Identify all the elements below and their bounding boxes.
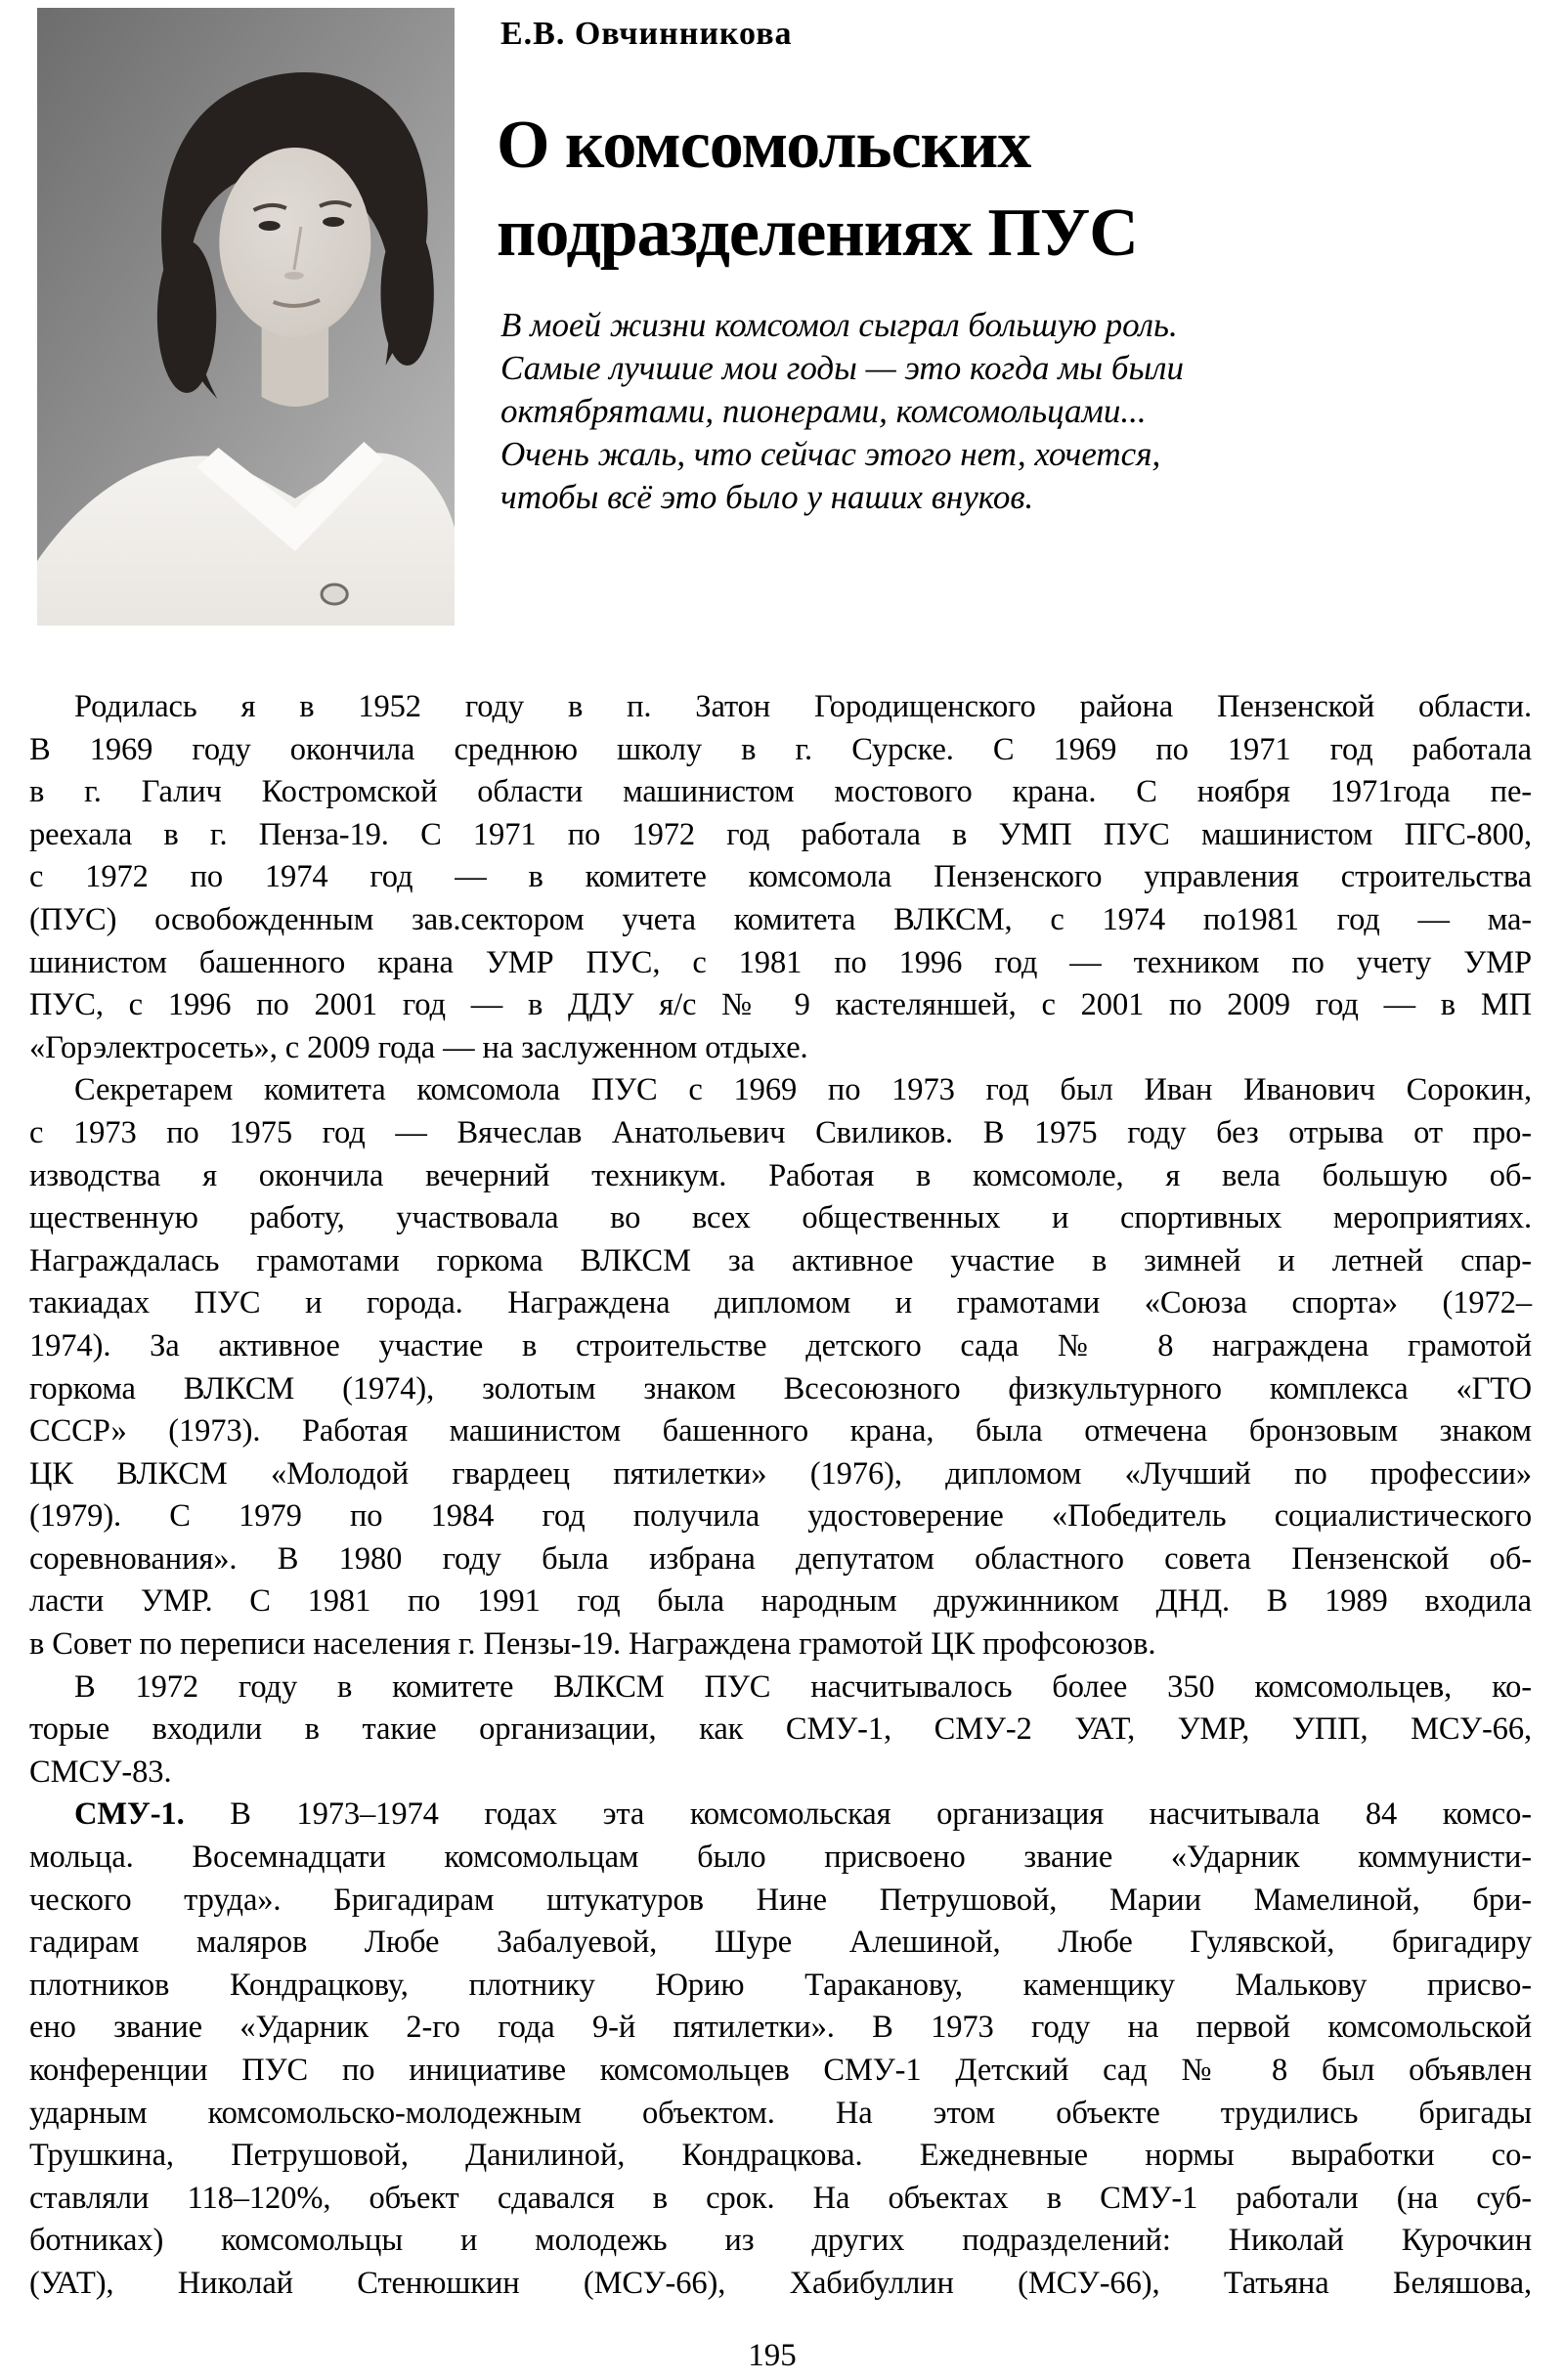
text-line: В 1969 году окончила среднюю школу в г. Сурске. С 1969 по 1971 год работала [29,731,1532,767]
text-line: ческого труда». Бригадирам штукатуров Нине Петрушовой, Марии Мамелиной, бри- [29,1882,1532,1918]
text-line: (1979). С 1979 по 1984 год получила удостоверение «Победитель социалистического [29,1498,1532,1535]
title-line-1: О комсомольских [497,108,1031,183]
text-line: В 1972 году в комитете ВЛКСМ ПУС насчитывалось более 350 комсомольцев, ко- [74,1668,1532,1705]
paragraph [29,1794,1532,2305]
text-line: СССР» (1973). Работая машинистом башенного крана, была отмечена бронзовым знаком [29,1413,1532,1450]
nose-shadow [284,272,304,280]
body-text [29,686,1532,2306]
text-line: СМУ-1. В 1973–1974 годах эта комсомольская организация насчитывала 84 комсо- [74,1796,1532,1833]
page-number: 195 [748,2338,797,2373]
text-line: мольца. Восемнадцати комсомольцам было присвоено звание «Ударник коммунисти- [29,1839,1532,1876]
text-line: Трушкина, Петрушовой, Данилиной, Кондрацкова. Ежедневные нормы выработки со- [29,2138,1532,2174]
paragraph [29,1069,1532,1666]
text-line: ено звание «Ударник 2-го года 9-й пятилетки». В 1973 году на первой комсомольской [29,2010,1532,2046]
text-line: ударным комсомольско-молодежным объектом. На этом объекте трудились бригады [29,2095,1532,2131]
paragraph [29,1666,1532,1795]
hair-left-lock [157,240,216,393]
text-line: Награждалась грамотами горкома ВЛКСМ за активное участие в зимней и летней спар- [29,1242,1532,1278]
text-line: СМСУ-83. [29,1753,172,1790]
text-line: торые входили в такие организации, как СМУ-1, СМУ-2 УАТ, УМР, УПП, МСУ-66, [29,1711,1532,1748]
portrait-photo [37,8,455,626]
text-line: 1974). За активное участие в строительстве детского сада № 8 награждена грамотой [29,1327,1532,1363]
text-line: Секретарем комитета комсомола ПУС с 1969 по 1973 год был Иван Иванович Сорокин, [74,1072,1532,1108]
portrait-photo-svg [37,8,455,626]
text-line: щественную работу, участвовала во всех общественных и спортивных мероприятиях. [29,1200,1532,1236]
text-line: соревнования». В 1980 году была избрана депутатом областного совета Пензенской об- [29,1540,1532,1577]
paragraph-lead-bold: СМУ-1. [74,1796,185,1833]
text-line: (ПУС) освобожденным зав.сектором учета комитета ВЛКСМ, с 1974 по1981 год — ма- [29,901,1532,937]
text-line: шинистом башенного крана УМР ПУС, с 1981 по 1996 год — техником по учету УМР [29,944,1532,980]
text-line: ласти УМР. С 1981 по 1991 год была народным дружинником ДНД. В 1989 входила [29,1583,1532,1620]
text-line: с 1973 по 1975 год — Вячеслав Анатольевич Свиликов. В 1975 году без отрыва от про- [29,1114,1532,1150]
text-line: октябрятами, пионерами, комсомольцами... [500,392,1147,430]
text-line: плотников Кондрацкову, плотнику Юрию Тараканову, каменщику Малькову присво- [29,1967,1532,2003]
text-line: Родилась я в 1952 году в п. Затон Городищенского района Пензенской области. [74,689,1532,724]
text-line: в Совет по переписи населения г. Пензы-19. Награждена грамотой ЦК профсоюзов. [29,1626,1156,1663]
text-line: ставляли 118–120%, объект сдавался в срок. На объектах в СМУ-1 работали (на суб- [29,2180,1532,2216]
text-line: В моей жизни комсомол сыграл большую роль. [500,306,1178,344]
text-line: Очень жаль, что сейчас этого нет, хочется, [500,435,1161,473]
article-title [497,102,1138,278]
text-line: изводства я окончила вечерний техникум. Работая в комсомоле, я вела большую об- [29,1157,1532,1193]
text-line: конференции ПУС по инициативе комсомольцев СМУ-1 Детский сад № 8 был объявлен [29,2053,1532,2088]
text-line: ботниках) комсомольцы и молодежь из других подразделений: Николай Курочкин [29,2223,1532,2259]
epigraph [500,304,1400,519]
text-line: в г. Галич Костромской области машинистом мостового крана. С ноября 1971года пе- [29,774,1532,810]
text-line: (УАТ), Николай Стенюшкин (МСУ-66), Хабибуллин (МСУ-66), Татьяна Беляшова, [29,2265,1532,2301]
text-line: Самые лучшие мои годы — это когда мы были [500,349,1184,387]
text-line: «Горэлектросеть», с 2009 года — на заслуженном отдыхе. [29,1029,808,1065]
title-line-2: подразделениях ПУС [497,195,1138,271]
text-line: ПУС, с 1996 по 2001 год — в ДДУ я/с № 9 кастеляншей, с 2001 по 2009 год — в МП [29,987,1532,1023]
eye-left [259,221,281,231]
hair-right-lock [380,221,433,366]
text-line: реехала в г. Пенза-19. С 1971 по 1972 год работала в УМП ПУС машинистом ПГС-800, [29,816,1532,852]
eye-right [323,217,344,227]
text-line: гадирам маляров Любе Забалуевой, Шуре Алешиной, Любе Гулявской, бригадиру [29,1925,1532,1961]
face-shape [219,148,370,337]
text-line: такиадах ПУС и города. Награждена дипломом и грамотами «Союза спорта» (1972– [29,1285,1532,1321]
author-name: Е.В. Овчинникова [500,16,793,52]
text-line: с 1972 по 1974 год — в комитете комсомола Пензенского управления строительства [29,859,1532,895]
paragraph [29,686,1532,1069]
text-line: ЦК ВЛКСМ «Молодой гвардеец пятилетки» (1976), дипломом «Лучший по профессии» [29,1455,1532,1492]
brooch [322,584,347,604]
text-line: чтобы всё это было у наших внуков. [500,478,1034,516]
text-line: горкома ВЛКСМ (1974), золотым знаком Всесоюзного физкультурного комплекса «ГТО [29,1370,1532,1406]
